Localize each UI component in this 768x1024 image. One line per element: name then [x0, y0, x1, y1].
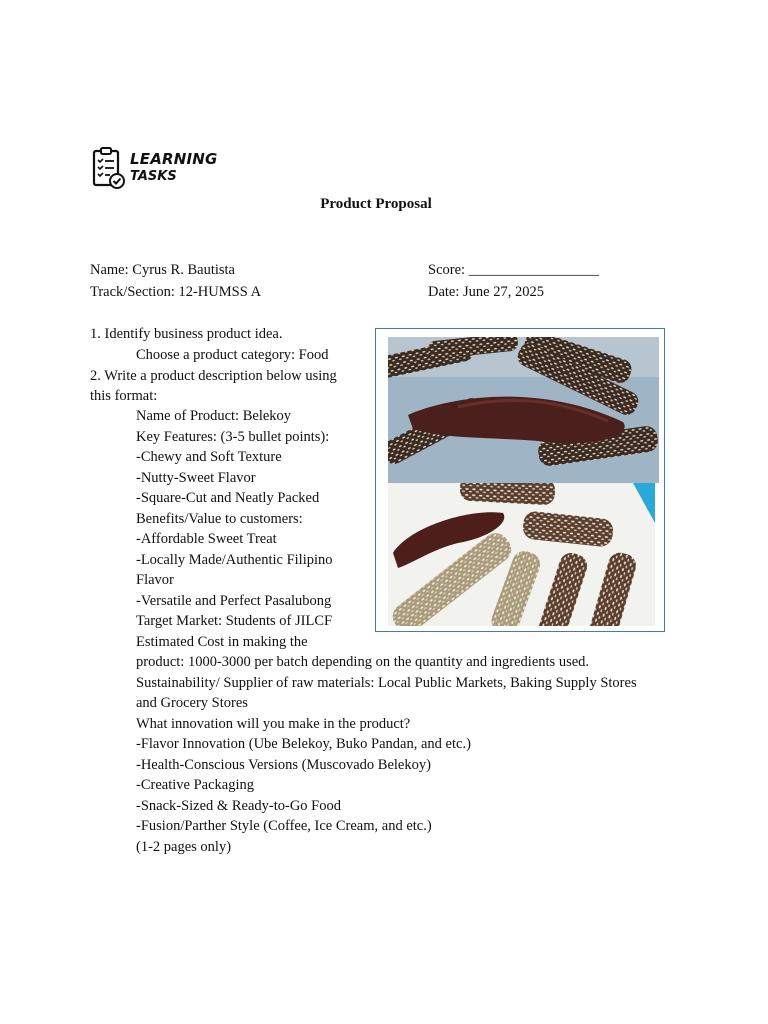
item-1: 1. Identify business product idea.	[90, 326, 283, 342]
clipboard-check-icon	[92, 146, 126, 190]
benefit-item: -Versatile and Perfect Pasalubong	[136, 593, 332, 609]
target-market: Target Market: Students of JILCF	[136, 613, 333, 629]
sustainability-line1: Sustainability/ Supplier of raw materials: Local Public Markets, Baking Supply Stores	[136, 675, 637, 691]
key-features-label: Key Features: (3-5 bullet points):	[136, 429, 330, 445]
estimated-cost-line2: product: 1000-3000 per batch depending on the quantity and ingredients used.	[136, 654, 590, 670]
belekoy-photo-top	[388, 337, 659, 483]
estimated-cost-line1: Estimated Cost in making the	[136, 634, 308, 650]
feature-item: -Nutty-Sweet Flavor	[136, 470, 256, 486]
learning-tasks-logo	[92, 146, 226, 190]
feature-item: -Square-Cut and Neatly Packed	[136, 490, 320, 506]
score-field: Score: __________________	[428, 262, 600, 278]
belekoy-photo-bottom	[388, 483, 655, 626]
page-title: Product Proposal	[320, 196, 432, 212]
item-2-line2: this format:	[90, 388, 158, 404]
track-section: Track/Section: 12-HUMSS A	[90, 284, 262, 300]
innovation-item: -Creative Packaging	[136, 777, 254, 793]
innovation-item: -Fusion/Parther Style (Coffee, Ice Cream, and etc.)	[136, 818, 432, 834]
benefit-item: -Affordable Sweet Treat	[136, 531, 277, 547]
benefit-item-continued: Flavor	[136, 572, 174, 588]
benefits-label: Benefits/Value to customers:	[136, 511, 303, 527]
logo-text-learning: LEARNING	[130, 150, 218, 168]
innovation-label: What innovation will you make in the product?	[136, 716, 411, 732]
item-2-line1: 2. Write a product description below using	[90, 368, 337, 384]
logo-text-tasks: TASKS	[130, 169, 177, 184]
date-field: Date: June 27, 2025	[428, 284, 544, 300]
feature-item: -Chewy and Soft Texture	[136, 449, 282, 465]
benefit-item: -Locally Made/Authentic Filipino	[136, 552, 333, 568]
innovation-item: -Snack-Sized & Ready-to-Go Food	[136, 798, 341, 814]
innovation-item: -Health-Conscious Versions (Muscovado Belekoy)	[136, 757, 431, 773]
pages-note: (1-2 pages only)	[136, 839, 232, 855]
product-photo-frame	[375, 328, 665, 632]
product-category: Choose a product category: Food	[136, 347, 329, 363]
student-name: Name: Cyrus R. Bautista	[90, 262, 235, 278]
product-name: Name of Product: Belekoy	[136, 408, 292, 424]
sustainability-line2: and Grocery Stores	[136, 695, 248, 711]
innovation-item: -Flavor Innovation (Ube Belekoy, Buko Pandan, and etc.)	[136, 736, 471, 752]
